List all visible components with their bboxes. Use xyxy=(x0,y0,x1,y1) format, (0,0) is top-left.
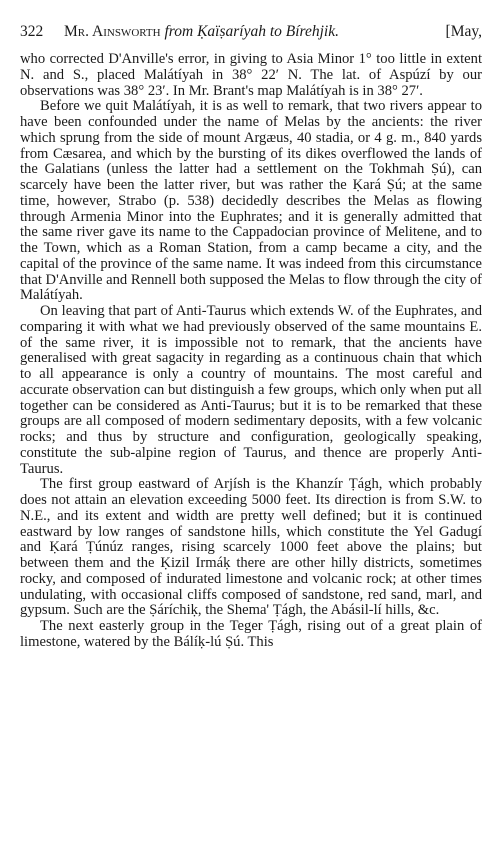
paragraph: Before we quit Malátíyah, it is as well to remark, that two rivers appear to have been confounded under the name of Melas by the ancients: the river which sprung from the side of mount Argæus, 40 stadia, or 4 g. m., 840 yards from Cæsarea, and which by the bursting of its dikes overflowed the lands of the Galatians (unless the latter had a settlement on the Tokhmah Ṣú), can scarcely have been the latter river, but was rather the Ḳará Ṣú; at the same time, however, Strabo (p. 538) decidedly describes the Melas as flowing through Armenia Minor into the Euphrates; and it is generally admitted that the same river gave its name to the Cappadocian province of Melitene, and to the Town, which as a Roman Station, from a camp became a city, and the capital of the province of the same name. It was indeed from this circumstance that D'Anville and Rennell both supposed the Melas to flow through the city of Malátíyah. xyxy=(20,98,482,304)
paragraph: On leaving that part of Anti-Taurus which extends W. of the Euphrates, and comparing it with what we had previously observed of the same mountains E. of the same river, it is impossible not to remark, that the ancients have generalised with great sagacity in regarding as a continuous chain that which to all appearance is only a country of mountains. The most careful and accurate observation can but distinguish a few groups, which only when put all together can be considered as Anti-Taurus; but it is to be remarked that these groups are all composed of modern sedimentary deposits, with a few volcanic rocks; and thus by structure and configuration, geologically speaking, constitute the sub-alpine region of Taurus, and thence are properly Anti-Taurus. xyxy=(20,303,482,477)
running-header xyxy=(20,20,482,44)
running-author: Mr. Ainsworth xyxy=(64,23,161,40)
body-text xyxy=(20,52,482,651)
paragraph: The next easterly group in the Teger Ṭágh, rising out of a great plain of limestone, watered by the Bálíḳ-lú Ṣú. This xyxy=(20,618,482,650)
running-month: [May, xyxy=(445,23,482,40)
running-title xyxy=(64,20,339,44)
running-article-title: from Ḳaïṣaríyah to Bírehjik. xyxy=(164,23,339,40)
page-number: 322 xyxy=(20,23,44,40)
paragraph-continued: who corrected D'Anville's error, in giving to Asia Minor 1° too little in extent N. and S., placed Malátíyah in 38° 22′ N. The lat. of Aspúzí by our observations was 38° 23′. In Mr. Brant's map Malátíyah is in 38° 27′. xyxy=(20,51,482,99)
paragraph: The first group eastward of Arjísh is the Khanzír Ṭágh, which probably does not attain an elevation exceeding 5000 feet. Its direction is from S.W. to N.E., and its extent and width are pretty well defined; but it is continued eastward by low ranges of sandstone hills, which constitute the Yel Gadugí and Ḳará Ṭúnúz ranges, rising scarcely 1000 feet above the plains; but between them and the Ḳizil Irmáḳ there are other hilly districts, sometimes rocky, and composed of indurated limestone and volcanic rock; at other times undulating, with occasional cliffs composed of sandstone, red sand, marl, and gypsum. Such are the Ṣáríchiḳ, the Shema' Ṭágh, the Abásil-lí hills, &c. xyxy=(20,476,482,619)
